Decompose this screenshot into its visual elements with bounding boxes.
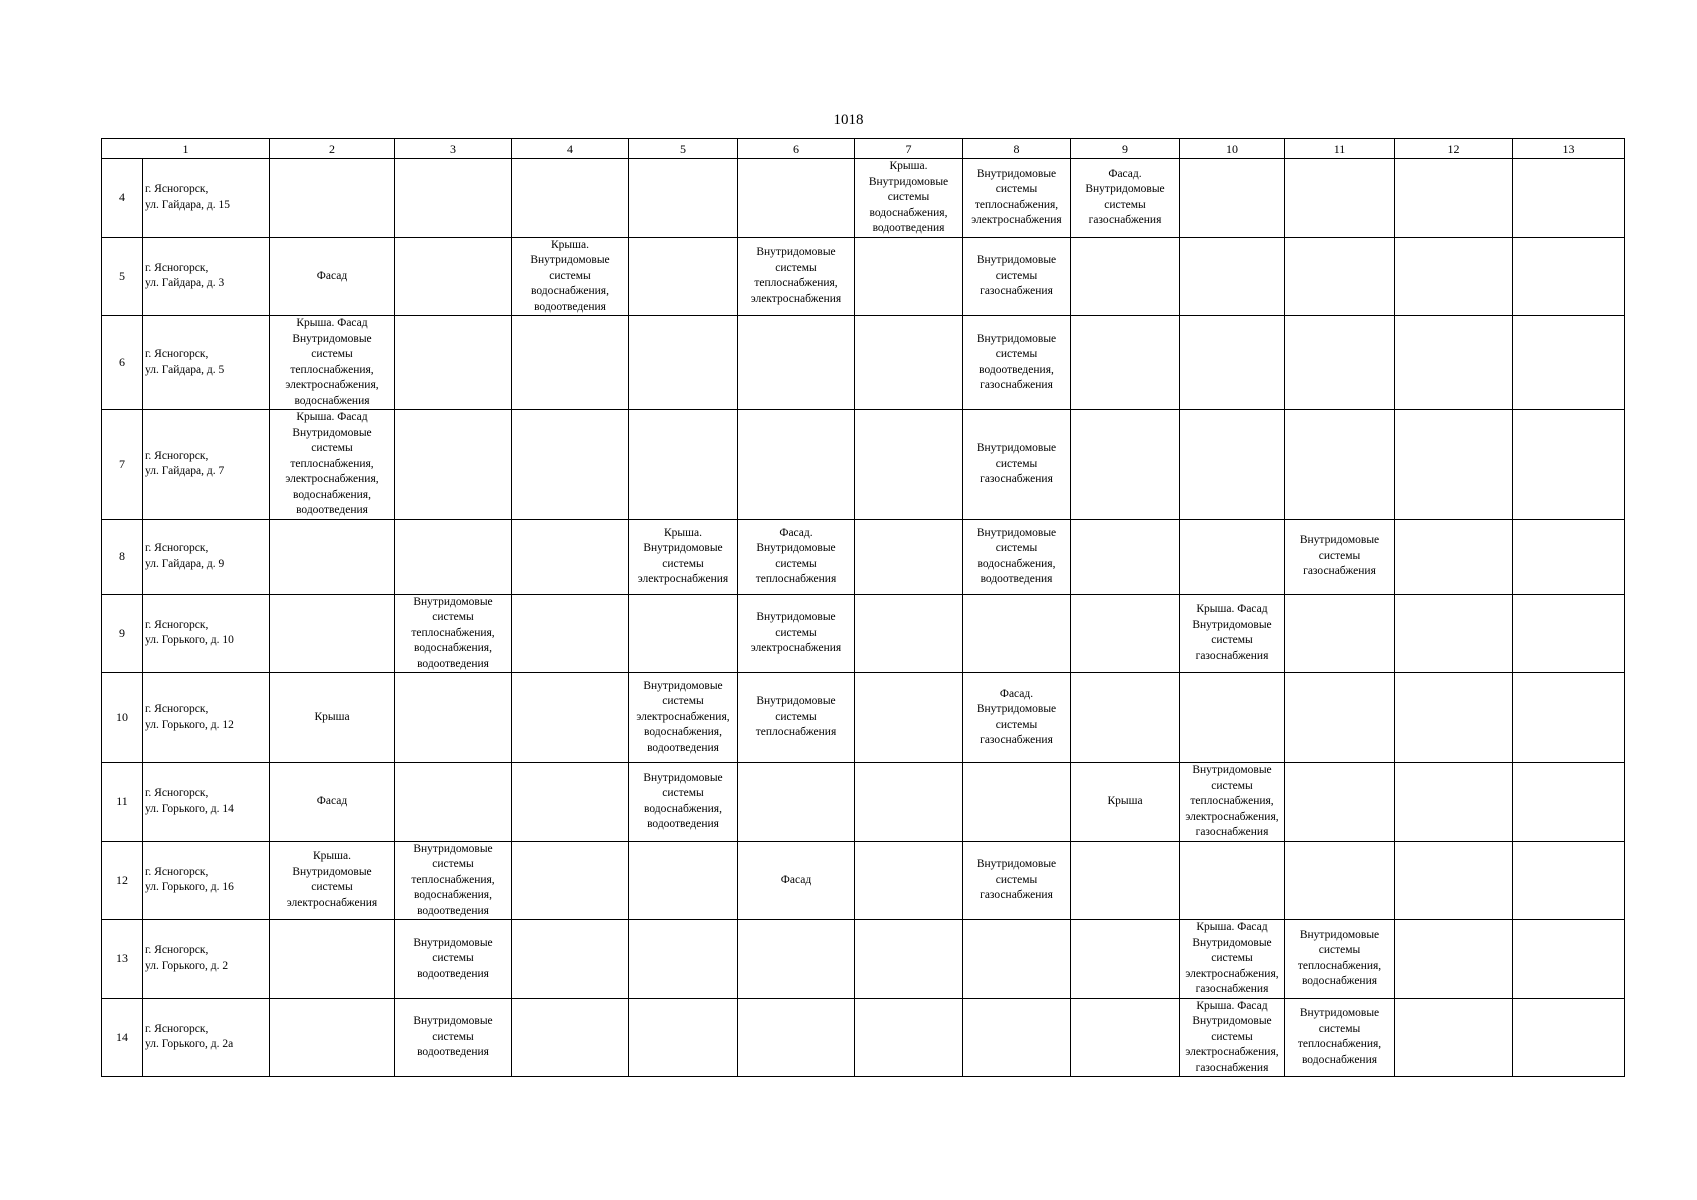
work-cell-col-10: Крыша. Фасад Внутридомовые системы электроснабжения, газоснабжения <box>1180 920 1285 999</box>
work-cell-col-2 <box>270 519 395 594</box>
work-cell-col-3: Внутридомовые системы водоотведения <box>395 998 512 1077</box>
address-cell: г. Ясногорск, ул. Горького, д. 12 <box>143 673 270 763</box>
work-cell-col-6 <box>738 316 855 410</box>
work-cell-col-11: Внутридомовые системы теплоснабжения, водоснабжения <box>1285 920 1395 999</box>
work-cell-col-6: Фасад <box>738 841 855 920</box>
work-cell-col-10 <box>1180 237 1285 316</box>
work-cell-col-5 <box>629 159 738 238</box>
work-cell-col-2 <box>270 920 395 999</box>
work-cell-col-13 <box>1513 673 1625 763</box>
work-cell-col-6: Фасад. Внутридомовые системы теплоснабжения <box>738 519 855 594</box>
work-cell-col-12 <box>1395 237 1513 316</box>
work-cell-col-10: Крыша. Фасад Внутридомовые системы электроснабжения, газоснабжения <box>1180 998 1285 1077</box>
row-number: 10 <box>102 673 143 763</box>
work-cell-col-2: Крыша. Фасад Внутридомовые системы теплоснабжения, электроснабжения, водоснабжения <box>270 316 395 410</box>
work-cell-col-6 <box>738 920 855 999</box>
work-cell-col-13 <box>1513 159 1625 238</box>
column-header-cell: 13 <box>1513 139 1625 159</box>
work-cell-col-5: Внутридомовые системы водоснабжения, водоотведения <box>629 763 738 842</box>
work-cell-col-7 <box>855 841 963 920</box>
table-row <box>102 920 1625 999</box>
work-cell-col-7: Крыша. Внутридомовые системы водоснабжения, водоотведения <box>855 159 963 238</box>
table-row <box>102 673 1625 763</box>
work-cell-col-4 <box>512 316 629 410</box>
work-cell-col-7 <box>855 998 963 1077</box>
work-cell-col-10: Крыша. Фасад Внутридомовые системы газоснабжения <box>1180 594 1285 673</box>
work-cell-col-2: Крыша. Фасад Внутридомовые системы теплоснабжения, электроснабжения, водоснабжения, водоотведения <box>270 410 395 520</box>
table-row <box>102 316 1625 410</box>
work-cell-col-8: Внутридомовые системы водоснабжения, водоотведения <box>963 519 1071 594</box>
column-header-cell: 5 <box>629 139 738 159</box>
work-cell-col-10 <box>1180 519 1285 594</box>
work-cell-col-4 <box>512 920 629 999</box>
work-cell-col-2: Фасад <box>270 763 395 842</box>
work-cell-col-9 <box>1071 316 1180 410</box>
address-cell: г. Ясногорск, ул. Гайдара, д. 15 <box>143 159 270 238</box>
row-number: 9 <box>102 594 143 673</box>
address-cell: г. Ясногорск, ул. Гайдара, д. 5 <box>143 316 270 410</box>
work-cell-col-12 <box>1395 998 1513 1077</box>
work-cell-col-11: Внутридомовые системы теплоснабжения, водоснабжения <box>1285 998 1395 1077</box>
work-cell-col-13 <box>1513 410 1625 520</box>
address-cell: г. Ясногорск, ул. Горького, д. 10 <box>143 594 270 673</box>
work-cell-col-3 <box>395 410 512 520</box>
column-header-cell: 10 <box>1180 139 1285 159</box>
work-cell-col-9: Фасад. Внутридомовые системы газоснабжения <box>1071 159 1180 238</box>
work-cell-col-8: Внутридомовые системы газоснабжения <box>963 410 1071 520</box>
work-cell-col-8: Внутридомовые системы теплоснабжения, электроснабжения <box>963 159 1071 238</box>
work-cell-col-10: Внутридомовые системы теплоснабжения, электроснабжения, газоснабжения <box>1180 763 1285 842</box>
work-cell-col-9 <box>1071 594 1180 673</box>
work-cell-col-9 <box>1071 998 1180 1077</box>
address-cell: г. Ясногорск, ул. Гайдара, д. 9 <box>143 519 270 594</box>
work-cell-col-6: Внутридомовые системы теплоснабжения, электроснабжения <box>738 237 855 316</box>
work-cell-col-5 <box>629 594 738 673</box>
work-cell-col-7 <box>855 594 963 673</box>
work-cell-col-11: Внутридомовые системы газоснабжения <box>1285 519 1395 594</box>
work-cell-col-11 <box>1285 673 1395 763</box>
work-cell-col-5: Внутридомовые системы электроснабжения, водоснабжения, водоотведения <box>629 673 738 763</box>
work-cell-col-12 <box>1395 673 1513 763</box>
work-cell-col-3: Внутридомовые системы водоотведения <box>395 920 512 999</box>
work-cell-col-9 <box>1071 841 1180 920</box>
work-cell-col-4 <box>512 594 629 673</box>
work-cell-col-8: Фасад. Внутридомовые системы газоснабжения <box>963 673 1071 763</box>
work-cell-col-9: Крыша <box>1071 763 1180 842</box>
work-cell-col-11 <box>1285 841 1395 920</box>
work-cell-col-7 <box>855 237 963 316</box>
row-number: 7 <box>102 410 143 520</box>
address-cell: г. Ясногорск, ул. Гайдара, д. 3 <box>143 237 270 316</box>
work-cell-col-3 <box>395 316 512 410</box>
work-cell-col-2 <box>270 594 395 673</box>
work-cell-col-7 <box>855 673 963 763</box>
row-number: 6 <box>102 316 143 410</box>
row-number: 12 <box>102 841 143 920</box>
column-header-cell: 1 <box>102 139 270 159</box>
table-row <box>102 594 1625 673</box>
work-cell-col-2: Фасад <box>270 237 395 316</box>
work-cell-col-3 <box>395 237 512 316</box>
work-cell-col-6 <box>738 763 855 842</box>
work-cell-col-4 <box>512 763 629 842</box>
work-cell-col-2: Крыша <box>270 673 395 763</box>
work-cell-col-5 <box>629 998 738 1077</box>
table-row <box>102 237 1625 316</box>
work-cell-col-10 <box>1180 673 1285 763</box>
address-cell: г. Ясногорск, ул. Горького, д. 14 <box>143 763 270 842</box>
column-number-header <box>102 139 1625 159</box>
work-cell-col-13 <box>1513 519 1625 594</box>
work-cell-col-8 <box>963 763 1071 842</box>
work-cell-col-9 <box>1071 237 1180 316</box>
work-cell-col-5 <box>629 410 738 520</box>
work-cell-col-6 <box>738 998 855 1077</box>
work-cell-col-11 <box>1285 237 1395 316</box>
work-cell-col-13 <box>1513 316 1625 410</box>
work-cell-col-4 <box>512 159 629 238</box>
work-cell-col-2 <box>270 998 395 1077</box>
work-cell-col-5: Крыша. Внутридомовые системы электроснабжения <box>629 519 738 594</box>
work-cell-col-7 <box>855 316 963 410</box>
work-cell-col-3 <box>395 159 512 238</box>
work-cell-col-6 <box>738 159 855 238</box>
row-number: 13 <box>102 920 143 999</box>
work-cell-col-7 <box>855 519 963 594</box>
column-header-cell: 3 <box>395 139 512 159</box>
work-cell-col-13 <box>1513 594 1625 673</box>
address-cell: г. Ясногорск, ул. Горького, д. 2 <box>143 920 270 999</box>
work-cell-col-8 <box>963 594 1071 673</box>
work-cell-col-11 <box>1285 763 1395 842</box>
row-number: 14 <box>102 998 143 1077</box>
work-cell-col-6: Внутридомовые системы электроснабжения <box>738 594 855 673</box>
work-cell-col-2 <box>270 159 395 238</box>
work-cell-col-5 <box>629 316 738 410</box>
table-row <box>102 998 1625 1077</box>
work-cell-col-12 <box>1395 594 1513 673</box>
work-cell-col-12 <box>1395 519 1513 594</box>
work-cell-col-11 <box>1285 410 1395 520</box>
work-cell-col-4 <box>512 519 629 594</box>
work-cell-col-9 <box>1071 410 1180 520</box>
work-cell-col-10 <box>1180 316 1285 410</box>
work-cell-col-4 <box>512 673 629 763</box>
work-cell-col-9 <box>1071 519 1180 594</box>
work-cell-col-7 <box>855 410 963 520</box>
work-cell-col-8: Внутридомовые системы газоснабжения <box>963 237 1071 316</box>
work-cell-col-11 <box>1285 594 1395 673</box>
row-number: 8 <box>102 519 143 594</box>
table-row <box>102 159 1625 238</box>
work-cell-col-6 <box>738 410 855 520</box>
table-body <box>102 139 1625 1077</box>
column-header-cell: 7 <box>855 139 963 159</box>
work-cell-col-3 <box>395 673 512 763</box>
work-cell-col-10 <box>1180 841 1285 920</box>
work-cell-col-7 <box>855 763 963 842</box>
work-cell-col-4 <box>512 998 629 1077</box>
work-cell-col-11 <box>1285 159 1395 238</box>
address-cell: г. Ясногорск, ул. Горького, д. 16 <box>143 841 270 920</box>
work-cell-col-8 <box>963 920 1071 999</box>
work-cell-col-3 <box>395 763 512 842</box>
work-cell-col-2: Крыша. Внутридомовые системы электроснабжения <box>270 841 395 920</box>
work-cell-col-12 <box>1395 841 1513 920</box>
table-row <box>102 519 1625 594</box>
work-cell-col-10 <box>1180 410 1285 520</box>
column-header-cell: 6 <box>738 139 855 159</box>
work-cell-col-10 <box>1180 159 1285 238</box>
row-number: 4 <box>102 159 143 238</box>
work-cell-col-8 <box>963 998 1071 1077</box>
work-cell-col-5 <box>629 920 738 999</box>
work-cell-col-13 <box>1513 237 1625 316</box>
column-header-cell: 9 <box>1071 139 1180 159</box>
work-cell-col-4: Крыша. Внутридомовые системы водоснабжения, водоотведения <box>512 237 629 316</box>
work-cell-col-9 <box>1071 673 1180 763</box>
work-cell-col-3: Внутридомовые системы теплоснабжения, водоснабжения, водоотведения <box>395 594 512 673</box>
work-cell-col-13 <box>1513 920 1625 999</box>
work-cell-col-13 <box>1513 841 1625 920</box>
column-header-cell: 8 <box>963 139 1071 159</box>
column-header-cell: 11 <box>1285 139 1395 159</box>
row-number: 5 <box>102 237 143 316</box>
work-cell-col-8: Внутридомовые системы водоотведения, газоснабжения <box>963 316 1071 410</box>
work-cell-col-5 <box>629 841 738 920</box>
work-cell-col-4 <box>512 841 629 920</box>
work-cell-col-12 <box>1395 410 1513 520</box>
column-header-cell: 12 <box>1395 139 1513 159</box>
address-cell: г. Ясногорск, ул. Горького, д. 2а <box>143 998 270 1077</box>
work-cell-col-12 <box>1395 763 1513 842</box>
work-cell-col-12 <box>1395 316 1513 410</box>
work-cell-col-12 <box>1395 920 1513 999</box>
row-number: 11 <box>102 763 143 842</box>
column-header-cell: 4 <box>512 139 629 159</box>
table-row <box>102 841 1625 920</box>
work-cell-col-6: Внутридомовые системы теплоснабжения <box>738 673 855 763</box>
work-cell-col-8: Внутридомовые системы газоснабжения <box>963 841 1071 920</box>
work-cell-col-4 <box>512 410 629 520</box>
work-cell-col-9 <box>1071 920 1180 999</box>
table-row <box>102 763 1625 842</box>
work-cell-col-13 <box>1513 998 1625 1077</box>
column-header-cell: 2 <box>270 139 395 159</box>
work-cell-col-5 <box>629 237 738 316</box>
table-row <box>102 410 1625 520</box>
page-number: 1018 <box>833 112 864 128</box>
work-cell-col-12 <box>1395 159 1513 238</box>
work-cell-col-11 <box>1285 316 1395 410</box>
work-cell-col-7 <box>855 920 963 999</box>
work-cell-col-13 <box>1513 763 1625 842</box>
work-cell-col-3 <box>395 519 512 594</box>
address-cell: г. Ясногорск, ул. Гайдара, д. 7 <box>143 410 270 520</box>
works-table <box>101 138 1625 1077</box>
work-cell-col-3: Внутридомовые системы теплоснабжения, водоснабжения, водоотведения <box>395 841 512 920</box>
